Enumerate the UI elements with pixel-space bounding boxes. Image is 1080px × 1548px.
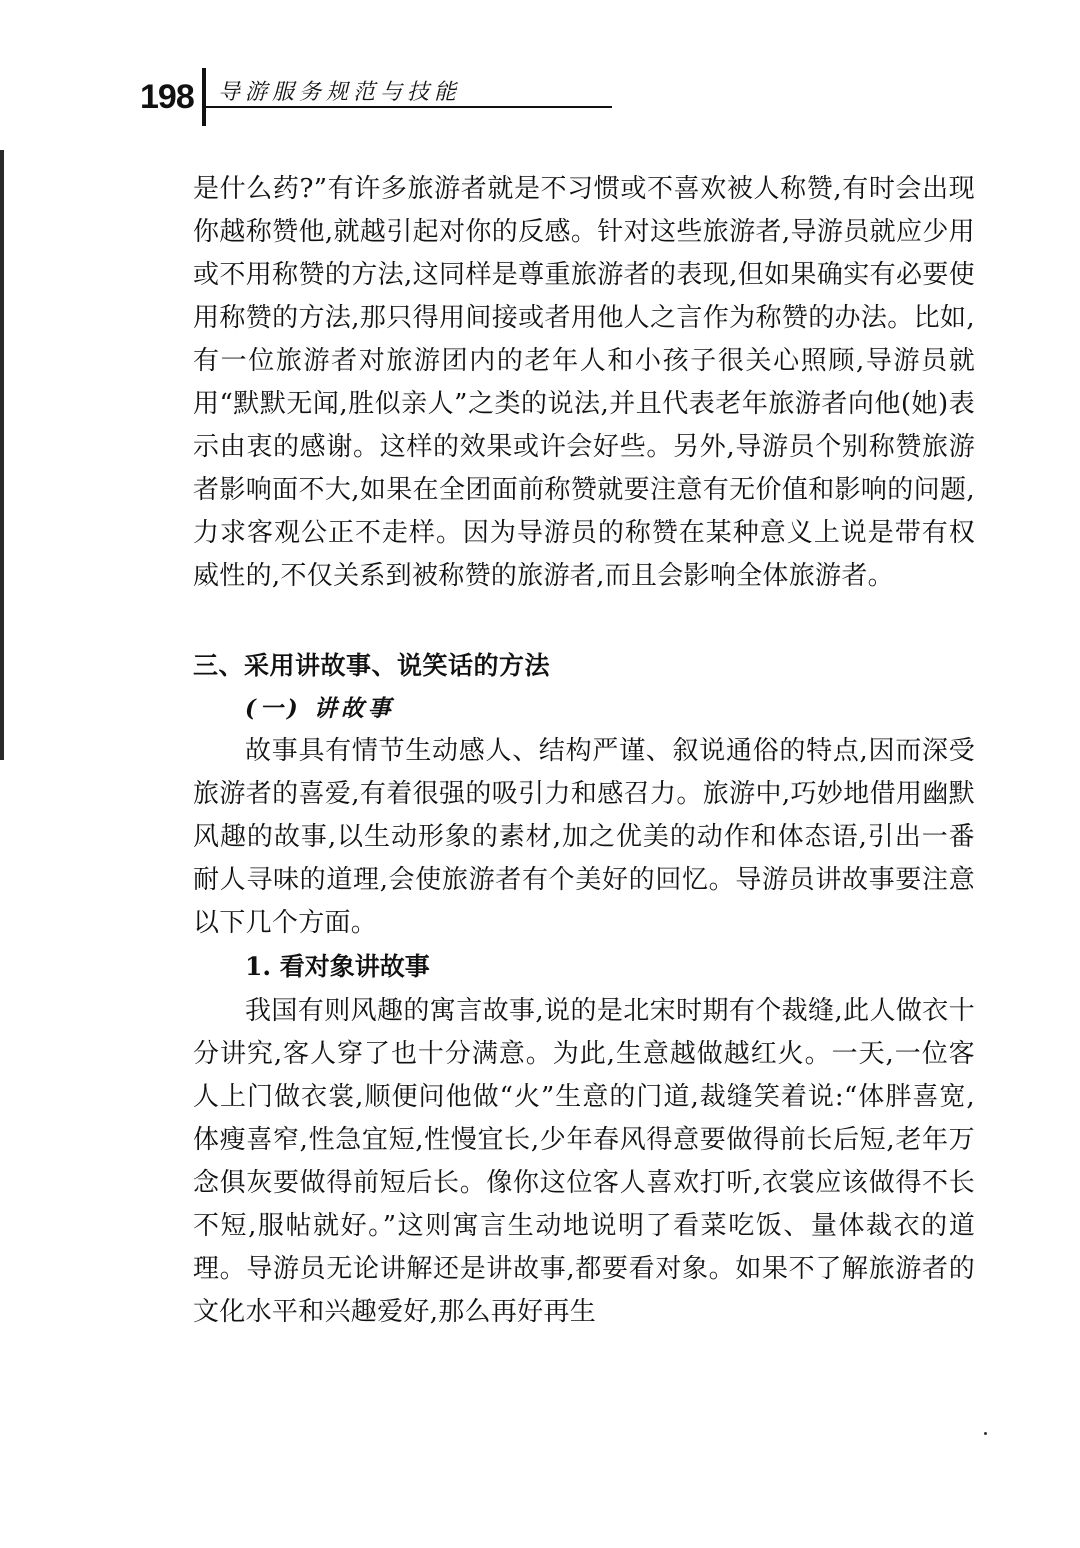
paragraph-tailor-fable: 我国有则风趣的寓言故事,说的是北宋时期有个裁缝,此人做衣十分讲究,客人穿了也十分满意。为此,生意越做越红火。一天,一位客人上门做衣裳,顺便问他做“火”生意的门道,裁缝笑着说:“体胖喜宽,体瘦喜窄,性急宜短,性慢宜长,少年春风得意要做得前长后短,老年万念俱灰要做得前短后长。像你这位客人喜欢打听,衣裳应该做得不长不短,服帖就好。”这则寓言生动地说明了看菜吃饭、量体裁衣的道理。导游员无论讲解还是讲故事,都要看对象。如果不了解旅游者的文化水平和兴趣爱好,那么再好再生 — [193, 996, 975, 1327]
header-vertical-rule — [202, 68, 206, 126]
paragraph-storytelling: 故事具有情节生动感人、结构严谨、叙说通俗的特点,因而深受旅游者的喜爱,有着很强的吸引力和感召力。旅游中,巧妙地借用幽默风趣的故事,以生动形象的素材,加之优美的动作和体态语,引出一番耐人寻味的道理,会使旅游者有个美好的回忆。导游员讲故事要注意以下几个方面。 — [193, 736, 975, 938]
page-number: 198 — [140, 78, 194, 116]
scan-speck — [984, 1432, 987, 1435]
body-text — [193, 168, 975, 1334]
running-header — [140, 62, 620, 132]
subsection-heading: (一) 讲故事 — [245, 695, 395, 722]
book-title: 导游服务规范与技能 — [218, 80, 462, 105]
scan-shadow-edge — [0, 150, 4, 760]
header-horizontal-rule — [204, 106, 612, 108]
section-heading: 三、采用讲故事、说笑话的方法 — [193, 651, 551, 680]
numbered-heading: 1. 看对象讲故事 — [245, 952, 430, 981]
paragraph-praise-continued: 是什么药?”有许多旅游者就是不习惯或不喜欢被人称赞,有时会出现你越称赞他,就越引起对你的反感。针对这些旅游者,导游员就应少用或不用称赞的方法,这同样是尊重旅游者的表现,但如果确实有必要使用称赞的方法,那只得用间接或者用他人之言作为称赞的办法。比如,有一位旅游者对旅游团内的老年人和小孩子很关心照顾,导游员就用“默默无闻,胜似亲人”之类的说法,并且代表老年旅游者向他(她)表示由衷的感谢。这样的效果或许会好些。另外,导游员个别称赞旅游者影响面不大,如果在全团面前称赞就要注意有无价值和影响的问题,力求客观公正不走样。因为导游员的称赞在某种意义上说是带有权威性的,不仅关系到被称赞的旅游者,而且会影响全体旅游者。 — [193, 174, 975, 591]
